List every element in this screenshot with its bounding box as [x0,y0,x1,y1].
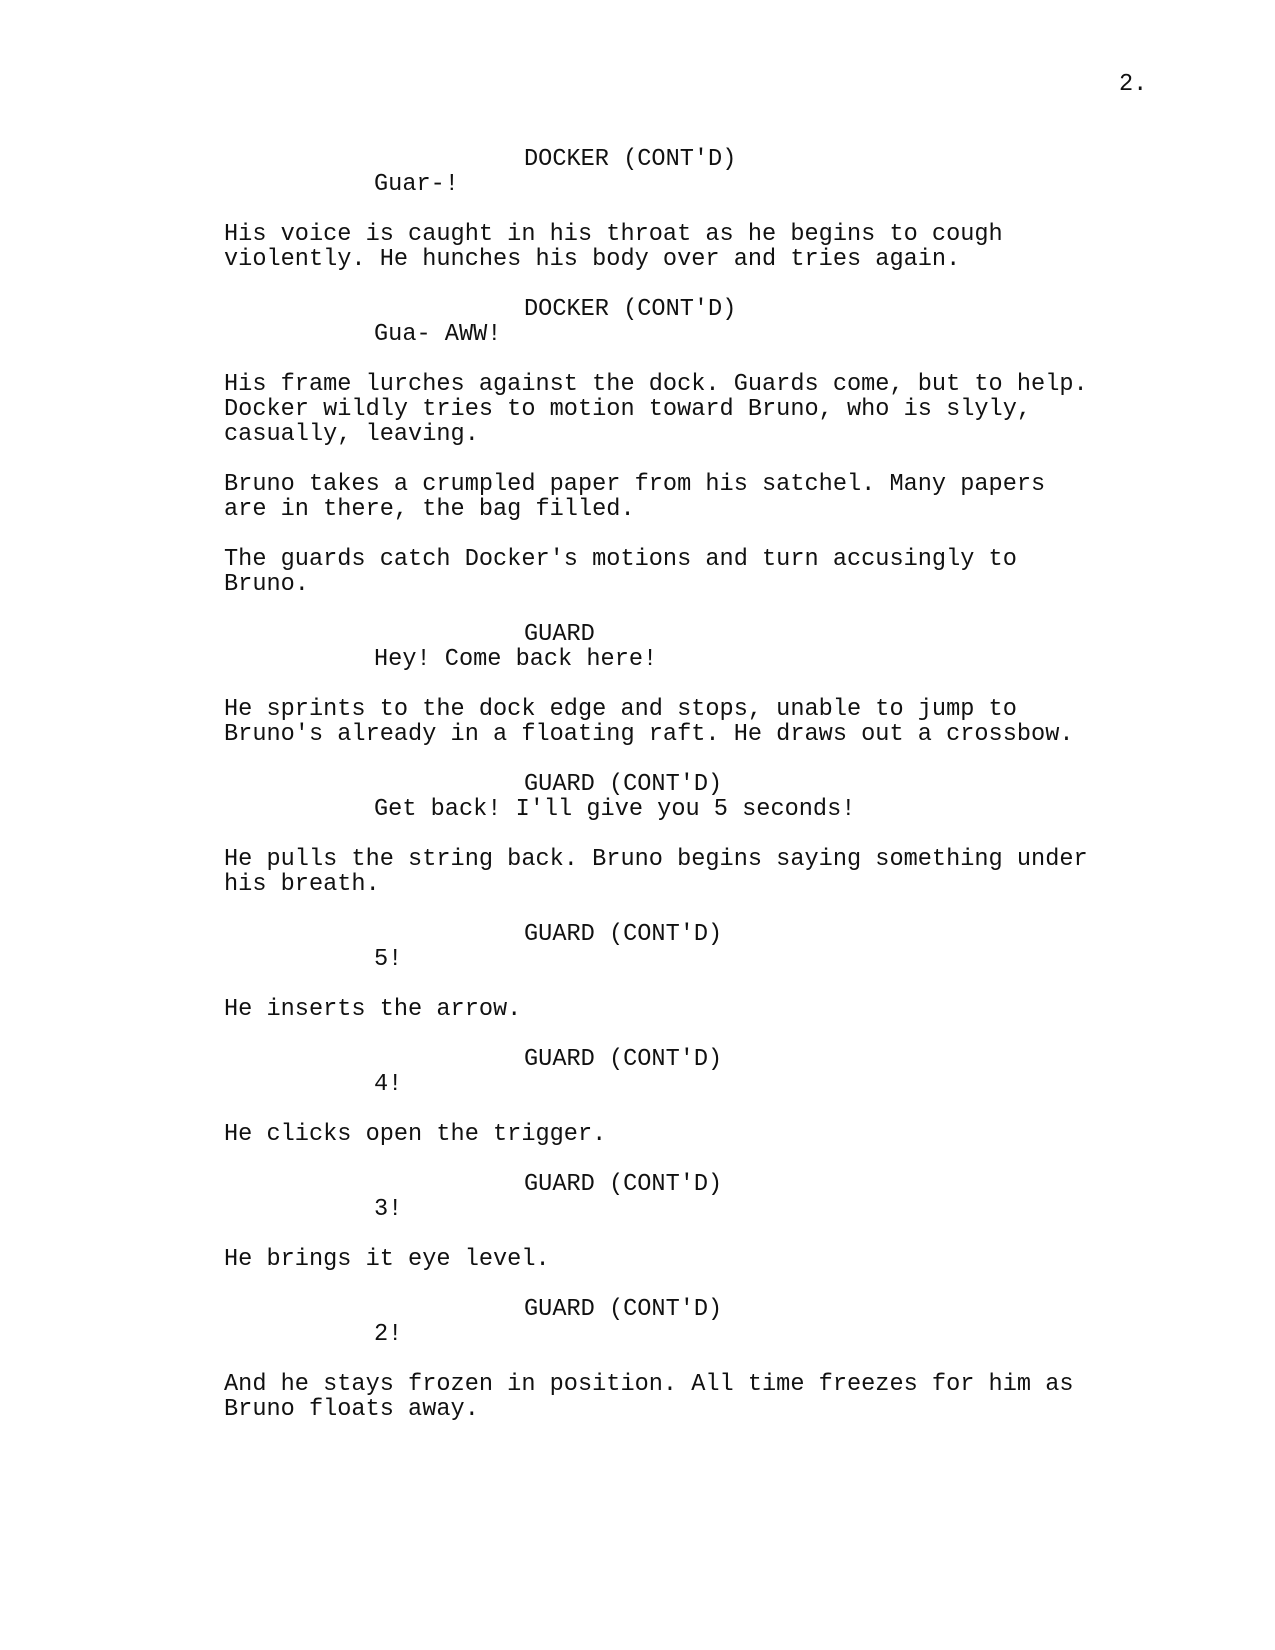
blank-line [224,347,1124,372]
action-line: And he stays frozen in position. All time freezes for him as Bruno floats away. [224,1371,1074,1423]
character-cue: DOCKER (CONT'D) [524,296,737,323]
character-cue: GUARD (CONT'D) [524,1171,723,1198]
blank-line [224,447,1124,472]
action-line: He inserts the arrow. [224,996,522,1023]
blank-line [224,822,1124,847]
character-cue: DOCKER (CONT'D) [524,146,737,173]
action-line: His voice is caught in his throat as he begins to cough violently. He hunches his body over and tries again. [224,221,1003,273]
blank-line [224,1347,1124,1372]
blank-line [224,897,1124,922]
dialogue-line: Get back! I'll give you 5 seconds! [374,796,856,823]
blank-line [224,1222,1124,1247]
dialogue-line: Hey! Come back here! [374,646,658,673]
blank-line [224,597,1124,622]
character-cue: GUARD (CONT'D) [524,1296,723,1323]
blank-line [224,1272,1124,1297]
blank-line [224,1097,1124,1122]
action-line: He clicks open the trigger. [224,1121,607,1148]
character-cue: GUARD (CONT'D) [524,771,723,798]
action-line: Bruno takes a crumpled paper from his satchel. Many papers are in there, the bag filled. [224,471,1046,523]
blank-line [224,1147,1124,1172]
dialogue-line: 4! [374,1071,403,1098]
action-line: He sprints to the dock edge and stops, unable to jump to Bruno's already in a floating raft. He draws out a crossbow. [224,696,1074,748]
dialogue-line: Guar-! [374,171,459,198]
blank-line [224,272,1124,297]
action-line: The guards catch Docker's motions and turn accusingly to Bruno. [224,546,1017,598]
character-cue: GUARD [524,621,595,648]
character-cue: GUARD (CONT'D) [524,1046,723,1073]
action-line: His frame lurches against the dock. Guards come, but to help. Docker wildly tries to motion toward Bruno, who is slyly, casually, leaving. [224,371,1088,448]
dialogue-line: Gua- AWW! [374,321,502,348]
blank-line [224,747,1124,772]
dialogue-line: 3! [374,1196,403,1223]
action-line: He pulls the string back. Bruno begins saying something under his breath. [224,846,1088,898]
page-number: 2. [1119,71,1148,98]
screenplay-body [224,147,1124,1422]
dialogue-line: 5! [374,946,403,973]
blank-line [224,522,1124,547]
blank-line [224,197,1124,222]
blank-line [224,672,1124,697]
blank-line [224,1022,1124,1047]
dialogue-line: 2! [374,1321,403,1348]
character-cue: GUARD (CONT'D) [524,921,723,948]
blank-line [224,972,1124,997]
action-line: He brings it eye level. [224,1246,550,1273]
